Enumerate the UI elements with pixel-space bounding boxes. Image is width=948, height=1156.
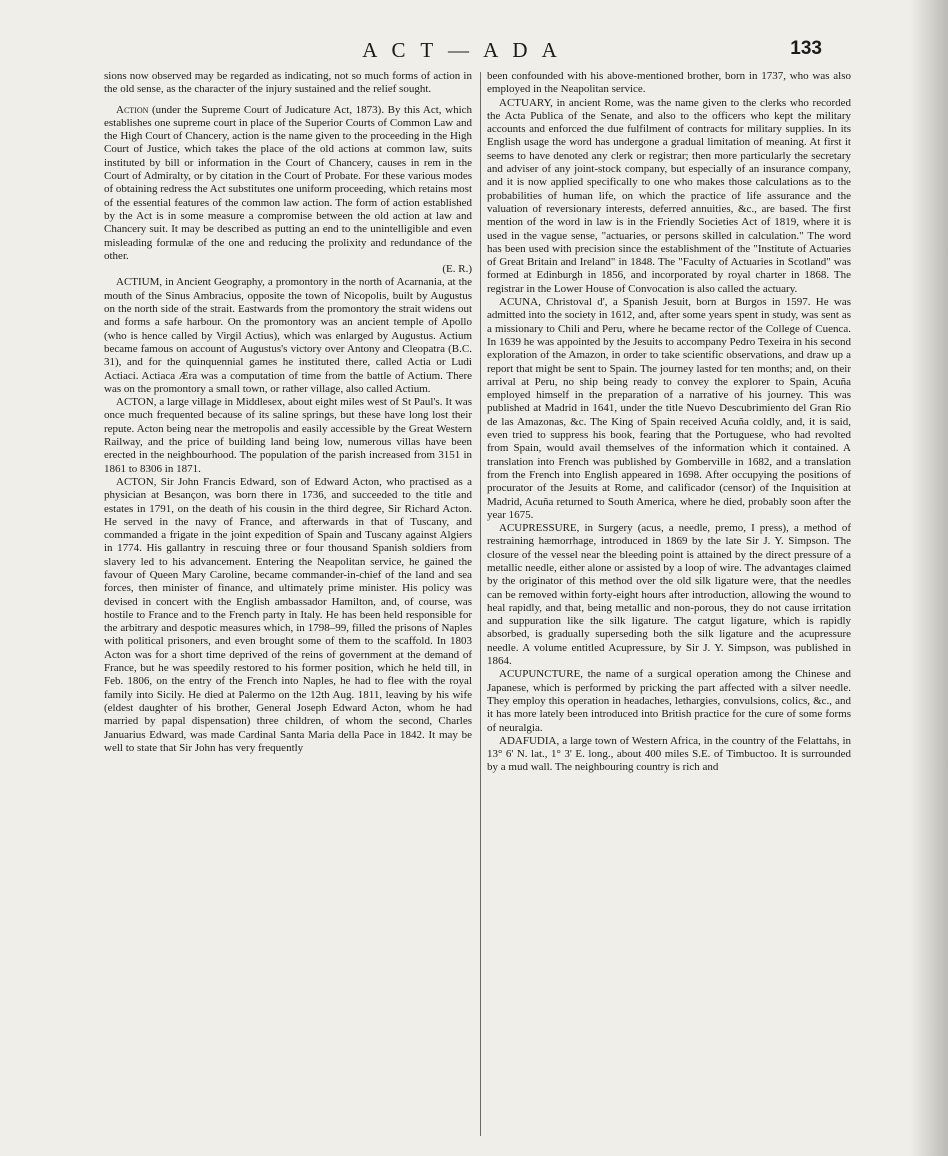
entry-body-actium: in Ancient Geography, a promontory in the north of Acarnania, at the mouth of the Sinus Ambracius, opposite the town of Nicopolis, built by Augustus on the north side of the strait. Eastwards from the promontory the strait widens out and forms a safe harbour. On the promontory was an ancient temple of Apollo (who is hence called by Virgil Actius), which was enlarged by Augustus. Actium became famous on account of Augustus's victory over Antony and Cleopatra (B.C. 31), and for the quinquennial games he instituted there, called Actia or Ludi Actiaci. Actiaca Æra was a computation of time from the battle of Actium. There was on the promontory a small town, or rather village, also called Actium. [104,276,472,395]
entry-body-action: (under the Supreme Court of Judicature Act, 1873). By this Act, which establishes one supreme court in place of the Superior Courts of Common Law and the High Court of Chancery, action is the name given to the proceeding in the High Court of Justice, which takes the place of the old actions at common law, suits instituted by bill or information in the Court of Chancery, causes in rem in the Court of Admiralty, or by citation in the Court of Probate. For these various modes of obtaining redress the Act substitutes one uniform proceeding, which retains most of the essential features of the common law action. The form of action established by the Act is in some measure a compromise between the old action at law and Chancery suit. It may be described as putting an end to the unintelligible and even misleading formulæ of the one and reducing the prolixity and redundance of the other. [104,103,472,262]
entry-actuary [487,97,851,296]
entry-body-acupressure: in Surgery (acus, a needle, premo, I press), a method of restraining hæmorrhage, introduced in 1869 by the late Sir J. Y. Simpson. The closure of the vessel near the bleeding point is attained by the direct pressure of a metallic needle, either alone or assisted by a loop of wire. The advantages claimed by the originator of this method over the old silk ligature were, that the needles can be removed within forty-eight hours after introduction, allowing the wound to heal rapidly, and that, being metallic and non-porous, they do not cause irritation and suppuration like the silk ligature. The catgut ligature, which is rapidly absorbed, is gradually superseding both the silk ligature and the acupressure needle. A volume entitled Acupressure, by Sir J. Y. Simpson, was published in 1864. [487,522,851,668]
entry-action [104,104,472,277]
headword-actuary: ACTUARY, [499,96,553,109]
right-column [487,70,851,1142]
entry-acton-village [104,396,472,476]
continuation-text-right: been confounded with his above-mentioned brother, born in 1737, who was also employed in the Neapolitan service. [487,70,851,96]
headword-adafudia: ADAFUDIA, [499,734,560,747]
headword-action: Action [116,103,149,116]
running-title: A C T — A D A [362,38,562,62]
entry-body-acupuncture: the name of a surgical operation among the Chinese and Japanese, which is performed by pricking the part affected with a silver needle. They employ this operation in headaches, lethargies, convulsions, colics, &c., and it has more lately been introduced into British practice for the cure of some forms of neuralgia. [487,668,851,734]
continuation-text: sions now observed may be regarded as indicating, not so much forms of action in the old sense, as the character of the injury sustained and the relief sought. [104,70,472,96]
entry-body-acton-sir-john: son of Edward Acton, who practised as a physician at Besançon, was born there in 1736, and succeeded to the title and estates in 1791, on the death of his cousin in the third degree, Sir Richard Acton. He served in the navy of France, and afterwards in that of Tuscany, and commanded a frigate in the joint expedition of Spain and Tuscany against Algiers in 1774. His gallantry in rescuing three or four thousand Spanish soldiers from slavery led to his advancement. Entering the Neapolitan service, he gained the favour of Queen Mary Caroline, became commander-in-chief of the land and sea forces, then minister of finance, and ultimately prime minister. His policy was devised in concert with the English ambassador Hamilton, and, of course, was hostile to France and to the French party in Italy. He has been held responsible for the arbitrary and despotic measures which, in 1798–99, filled the prisons of Naples with political prisoners, and even brought some of them to the scaffold. In 1803 Acton was for a short time deprived of the reins of government at the demand of France, but he was speedily restored to his former position, which he held till, in Feb. 1806, on the entry of the French into Naples, he had to flee with the royal family into Sicily. He died at Palermo on the 12th Aug. 1811, leaving by his wife (eldest daughter of his brother, General Joseph Edward Acton, whom he had married by papal dispensation) three children, of whom the second, Charles Januarius Edward, was made Cardinal Santa Maria della Pace in 1842. It may be well to state that Sir John has very frequently [104,475,472,754]
page-header [104,38,820,66]
entry-acupressure [487,522,851,668]
entry-body-actuary: in ancient Rome, was the name given to the clerks who recorded the Acta Publica of the Senate, and also to the officers who kept the military accounts and enforced the due fulfilment of contracts for military supplies. In its English usage the word has undergone a gradual limitation of meaning. At first it seems to have denoted any clerk or registrar; then more particularly the secretary and adviser of any joint-stock company, but especially of an insurance company, and it is now applied specifically to one who makes those calculations as to the probabilities of human life, on which the practice of life assurance and the valuation of reversionary interests, deferred annuities, &c., are based. The first mention of the word in law is in the Friendly Societies Act of 1819, where it is used in the vague sense, "actuaries, or persons skilled in calculation." The word has been used with precision since the establishment of the "Institute of Actuaries of Great Britain and Ireland" in 1848. The "Faculty of Actuaries in Scotland" was formed at Edinburgh in 1856, and incorporated by royal charter in 1868. The registrar in the Lower House of Convocation is also called the actuary. [487,96,851,295]
entry-body-acuna: a Spanish Jesuit, born at Burgos in 1597. He was admitted into the society in 1612, and, after some years spent in study, was sent as a missionary to Chili and Peru, where he became rector of the College of Cuenca. In 1639 he was appointed by the Jesuits to accompany Pedro Texeira in his second exploration of the Amazon, in order to take scientific observations, and draw up a report that might be sent to Spain. The journey lasted for ten months; and, on their arrival at Peru, no ship being ready to convey the explorer to Spain, Acuña employed himself in the preparation of a narrative of his journey. This was published at Madrid in 1641, under the title Nuevo Descubrimiento del Gran Rio de las Amazonas, &c. The King of Spain received Acuña coldly, and, it is said, even tried to suppress his book, fearing that the Portuguese, who had revolted from Spain, would avail themselves of the information which it contained. A translation into French was published by Gomberville in 1682, and a translation from the French into English appeared in 1698. After occupying the positions of procurator of the Jesuits at Rome, and calificador (censor) of the Inquisition at Madrid, Acuña returned to South America, where he died, probably soon after the year 1675. [487,296,851,521]
headword-acupressure: ACUPRESSURE, [499,522,580,535]
headword-acton: ACTON, [116,396,157,409]
headword-acuna: ACUNA, Christoval d', [499,296,608,309]
entry-body-adafudia: a large town of Western Africa, in the country of the Felattahs, in 13° 6' N. lat., 1° 3' E. long., about 400 miles S.E. of Timbuctoo. It is surrounded by a mud wall. The neighbouring country is rich and [487,734,851,774]
column-divider [480,72,481,1136]
headword-acupuncture: ACUPUNCTURE, [499,668,584,681]
headword-actium: ACTIUM, [116,276,163,289]
entry-actium [104,276,472,396]
entry-adafudia [487,735,851,775]
entry-acupuncture [487,668,851,734]
entry-acuna [487,296,851,522]
page-edge-shadow [910,0,948,1156]
author-initials: (E. R.) [442,263,472,276]
headword-acton-sir-john: ACTON, Sir John Francis Edward, [116,475,277,488]
entry-body-acton: a large village in Middlesex, about eight miles west of St Paul's. It was once much frequented because of its saline springs, but these have long lost their repute. Acton being near the metropolis and easily accessible by the Great Western Railway, and the price of building land being low, numerous villas have been erected in the neighbourhood. The population of the parish increased from 3151 in 1861 to 8306 in 1871. [104,396,472,475]
entry-acton-sir-john [104,476,472,755]
page-number: 133 [790,38,822,59]
left-column [104,70,472,1142]
